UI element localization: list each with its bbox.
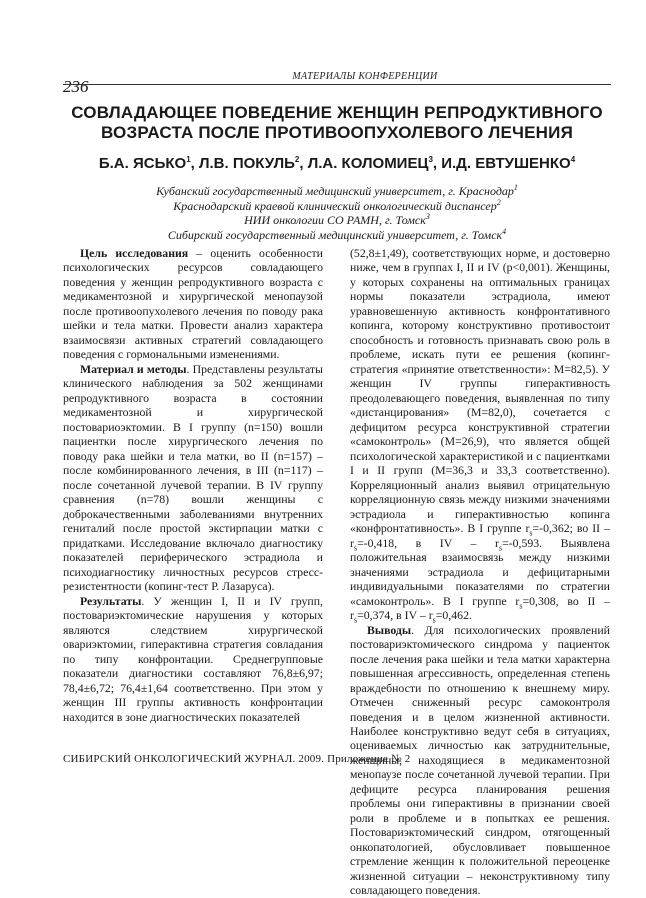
aim-paragraph: Цель исследования – оценить особенности психологических ресурсов совладающего поведения у женщин репродуктивного возраста с медикаментозной и хирургической менопаузой после противоопухолевого лечения по поводу рака шейки и тела матки. Провести анализ характера взаимосвязи активных стратегий совладающего поведения с гормональными изменениями. (63, 246, 323, 362)
results-paragraph: Результаты. У женщин I, II и IV групп, постовариэктомические нарушения у которых являются следствием хирургической овариэктомии, гиперактивна стратегия совладания по типу конфронтации. Среднегрупповые показатели диагностики составляют 76,8±6,97; 78,4±6,72; 76,4±1,64 соответственно. При этом у женщин III группы активность конфронтации находится в зоне диагностических показателей (63, 593, 323, 724)
affiliation-list (63, 184, 611, 243)
author: Л.В. ПОКУЛЬ$^2$, (198, 155, 308, 172)
results-label: Результаты (80, 593, 142, 608)
methods-paragraph: Материал и методы. Представлены результаты клинического наблюдения за 502 женщинами репродуктивного возраста в состоянии медикаментозной и хирургической постовариоэктомии. В I группу (n=150) вошли пациентки после хирургического лечения по поводу рака шейки и тела матки, во II (n=157) – после комбинированного лечения, в III (n=117) – после сочетанной лучевой терапии. В IV группу сравнения (n=78) вошли женщины с доброкачественными заболеваниями внутренних гениталий после простой экстирпации матки с придатками. Исследование включало диагностику показателей периферического эстрадиола и психодиагностику личностных ресурсов стресс-резистентности (копинг-тест Р. Лазаруса). (63, 361, 323, 594)
methods-label: Материал и методы (80, 361, 187, 376)
author: И.Д. ЕВТУШЕНКО$^4$ (441, 155, 576, 172)
right-column (350, 246, 610, 898)
left-column (63, 246, 323, 724)
journal-footer: СИБИРСКИЙ ОНКОЛОГИЧЕСКИЙ ЖУРНАЛ. 2009. Приложение № 2 (63, 753, 411, 765)
author: Б.А. ЯСЬКО$^1$, (98, 155, 199, 172)
header-rule (63, 84, 611, 85)
results-paragraph: (52,8±1,49), соответствующих норме, и достоверно ниже, чем в группах I, II и IV (p<0,001). Женщины, у которых сохранены на оптимальных границах нормы показатели эстрадиола, имеют уравновешенную активность конфронтативного копинга, которому конструктивно противостоит способность и готовность признавать свою роль в проблеме, искать пути ее решения (копинг-стратегия «принятие ответственности»: М=82,5). У женщин IV группы гиперактивность преодолевающего поведения, выявленная по типу «дистанцирования» (М=82,0), сочетается с дефицитом ресурса конструктивной стратегии «самоконтроль» (М=26,9), что является общей психологической характеристикой и с пациентками I и II групп (М=36,3 и 33,3 соответственно). Корреляционный анализ выявил отрицательную корреляционную связь между низкими значениями эстрадиола и гиперактивностью копинга «конфронтативность». В I группе $r_s=-0,362$; во II – $r_s=-0,418$, в IV – $r_s=-0,593$. Выявлена положительная взаимосвязь между низкими значениями эстрадиола и дефицитарными индивидуальными показателями по стратегии «самоконтроль». В I группе $r_s=0,308$, во II – $r_s=0,374$, в IV – $r_s=0,462$. (350, 246, 610, 625)
affiliation: Сибирский государственный медицинский университет, г. Томск$^4$ (167, 227, 507, 243)
affiliation: НИИ онкологии СО РАМН, г. Томск$^3$ (244, 212, 430, 228)
running-header: МАТЕРИАЛЫ КОНФЕРЕНЦИИ (292, 71, 438, 82)
author: Л.А. КОЛОМИЕЦ$^3$, (307, 155, 442, 172)
conclusions-paragraph: Выводы. Для психологических проявлений постовариэктомического синдрома у пациенток после лечения рака шейки и тела матки характерна повышенная агрессивность, определенная степень враждебности по отношению к внешнему миру. Отмечен сниженный ресурс самоконтроля поведения и в целом жизненной активности. Наиболее конструктивно ведут себя в ситуациях, оцениваемых личностью как затруднительные, женщины, находящиеся в медикаментозной менопаузе после сочетанной лучевой терапии. При дефиците ресурса планирования решения проблемы они гиперактивны в признании своей роли в проблеме и в попытках ее решения. Постовариэктомический синдром, отягощенный онкопатологией, обусловливает повышенное стремление женщин к положительной переоценке жизненной ситуации – неконструктивному типу совладающего поведения. (350, 622, 610, 898)
author-list (63, 155, 611, 173)
results-correlations: $_s$=-0,362; во II – $r_s=-0,418$, в IV – $r_s=-0,593$. Выявлена положительная взаимосвязь между низкими значениями эстрадиола и дефицитарными индивидуальными показателями по стратегии «самоконтроль». В I группе $r_s=0,308$, во II – $r_s=0,374$, в IV – $r_s=0,462$. (350, 521, 610, 625)
conclusions-label: Выводы (367, 622, 412, 637)
article-title: СОВЛАДАЮЩЕЕ ПОВЕДЕНИЕ ЖЕНЩИН РЕПРОДУКТИВНОГО ВОЗРАСТА ПОСЛЕ ПРОТИВООПУХОЛЕВОГО ЛЕЧЕНИЯ (71, 103, 603, 142)
affiliation: Краснодарский краевой клинический онкологический диспансер$^2$ (173, 197, 501, 213)
aim-label: Цель исследования (80, 246, 189, 260)
page-number: 236 (63, 77, 89, 96)
affiliation: Кубанский государственный медицинский университет, г. Краснодар$^1$ (156, 183, 518, 198)
